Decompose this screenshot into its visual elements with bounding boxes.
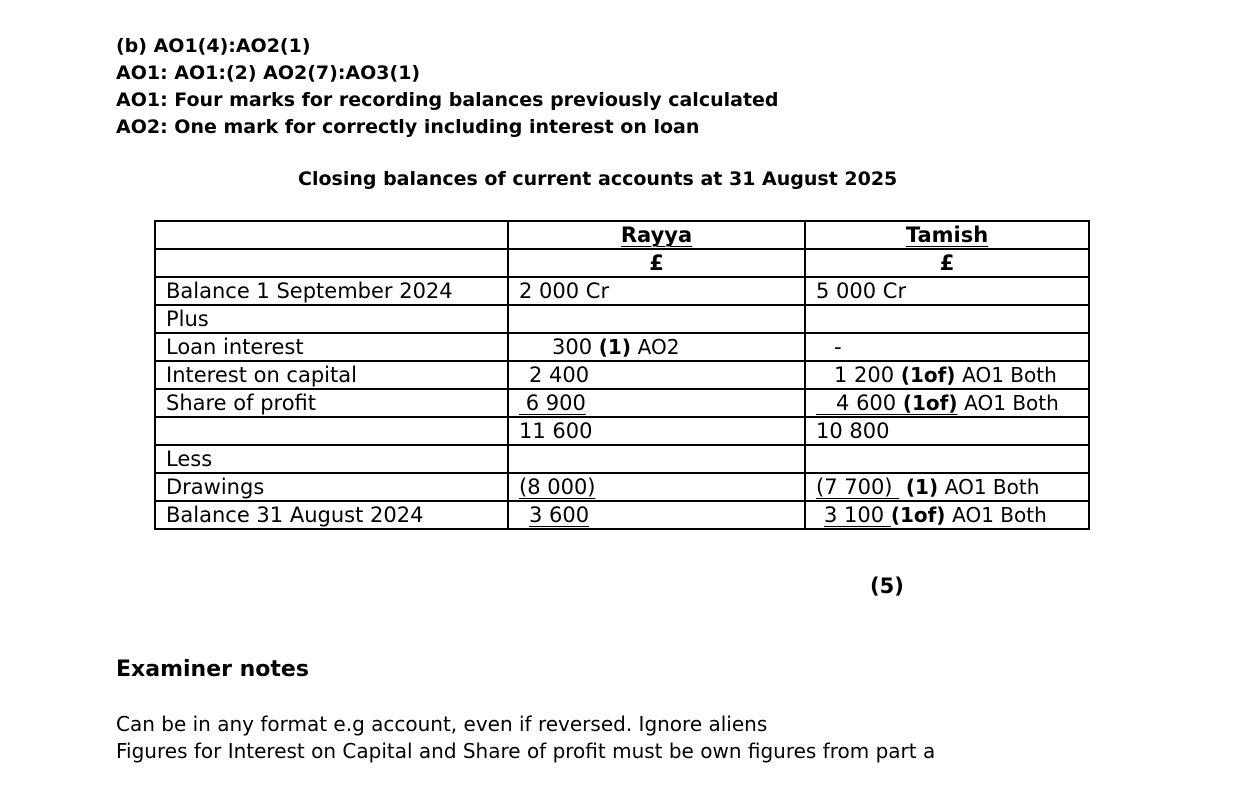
table-row <box>155 305 1089 333</box>
tamish-value-underlined: 3 100 <box>824 503 885 527</box>
tamish-value <box>805 445 1089 473</box>
examiner-notes-title: Examiner notes <box>116 657 309 682</box>
tamish-value-cell <box>805 501 1089 529</box>
rayya-value-cell <box>508 501 805 529</box>
mark-award: (1) <box>598 335 631 359</box>
mark-award: (1of) <box>900 363 956 387</box>
header-line: (b) AO1(4):AO2(1) <box>116 35 311 57</box>
row-label: Share of profit <box>155 389 508 417</box>
header-line: AO1: AO1:(2) AO2(7):AO3(1) <box>116 62 421 84</box>
rayya-value: 3 600 <box>529 503 590 527</box>
header-line: AO2: One mark for correctly including interest on loan <box>116 116 700 138</box>
rayya-value: 6 900 <box>525 391 586 415</box>
table-row <box>155 361 1089 389</box>
tamish-value-cell <box>805 361 1089 389</box>
rayya-value: 2 000 Cr <box>508 277 805 305</box>
tamish-value-underlined: 4 600 (1of) <box>836 391 958 415</box>
tamish-value: 5 000 Cr <box>805 277 1089 305</box>
rayya-value <box>508 445 805 473</box>
assessment-objective: AO2 <box>637 335 680 359</box>
currency-row <box>155 249 1089 277</box>
currency-tamish: £ <box>805 249 1089 277</box>
row-label: Interest on capital <box>155 361 508 389</box>
table-title: Closing balances of current accounts at 31 August 2025 <box>298 168 898 190</box>
mark-award: (1of) <box>890 503 946 527</box>
tamish-value-underlined: (7 700) <box>816 475 893 499</box>
mark-award: (1of) <box>902 391 958 415</box>
assessment-objective: AO1 Both <box>944 475 1040 499</box>
rayya-value: 2 400 <box>508 361 805 389</box>
table-row <box>155 277 1089 305</box>
rayya-value: (8 000) <box>519 475 596 499</box>
subtotal-row <box>155 417 1089 445</box>
table-row <box>155 501 1089 529</box>
rayya-value-cell <box>508 473 805 501</box>
row-label <box>155 417 508 445</box>
row-label: Drawings <box>155 473 508 501</box>
table-header-row <box>155 221 1089 249</box>
currency-rayya: £ <box>508 249 805 277</box>
tamish-value: - <box>805 333 1089 361</box>
examiner-note-line: Figures for Interest on Capital and Share of profit must be own figures from part a <box>116 739 936 763</box>
table-row <box>155 445 1089 473</box>
table-row <box>155 389 1089 417</box>
row-label: Loan interest <box>155 333 508 361</box>
marks-total: (5) <box>870 574 904 598</box>
tamish-value-cell <box>805 473 1089 501</box>
table-row <box>155 473 1089 501</box>
tamish-value-cell <box>805 389 1089 417</box>
rayya-value: 300 <box>552 335 593 359</box>
tamish-subtotal: 10 800 <box>805 417 1089 445</box>
tamish-value <box>805 305 1089 333</box>
header-cell-empty <box>155 221 508 249</box>
rayya-value <box>508 305 805 333</box>
rayya-value-cell <box>508 333 805 361</box>
examiner-notes <box>116 711 935 765</box>
row-label: Balance 1 September 2024 <box>155 277 508 305</box>
header-cell-tamish: Tamish <box>805 221 1089 249</box>
tamish-value: 1 200 <box>834 363 895 387</box>
rayya-subtotal: 11 600 <box>508 417 805 445</box>
row-label: Balance 31 August 2024 <box>155 501 508 529</box>
assessment-objective: AO1 Both <box>962 363 1057 387</box>
assessment-objective: AO1 Both <box>952 503 1047 527</box>
table-row <box>155 333 1089 361</box>
rayya-value-cell <box>508 389 805 417</box>
examiner-note-line: Can be in any format e.g account, even if reversed. Ignore aliens <box>116 712 768 736</box>
assessment-objective: AO1 Both <box>964 391 1059 415</box>
header-line: AO1: Four marks for recording balances previously calculated <box>116 89 779 111</box>
row-label: Plus <box>155 305 508 333</box>
current-accounts-table <box>154 220 1090 530</box>
row-label: Less <box>155 445 508 473</box>
header-cell-rayya: Rayya <box>508 221 805 249</box>
mark-award: (1) <box>905 475 939 499</box>
marking-header <box>116 33 779 141</box>
